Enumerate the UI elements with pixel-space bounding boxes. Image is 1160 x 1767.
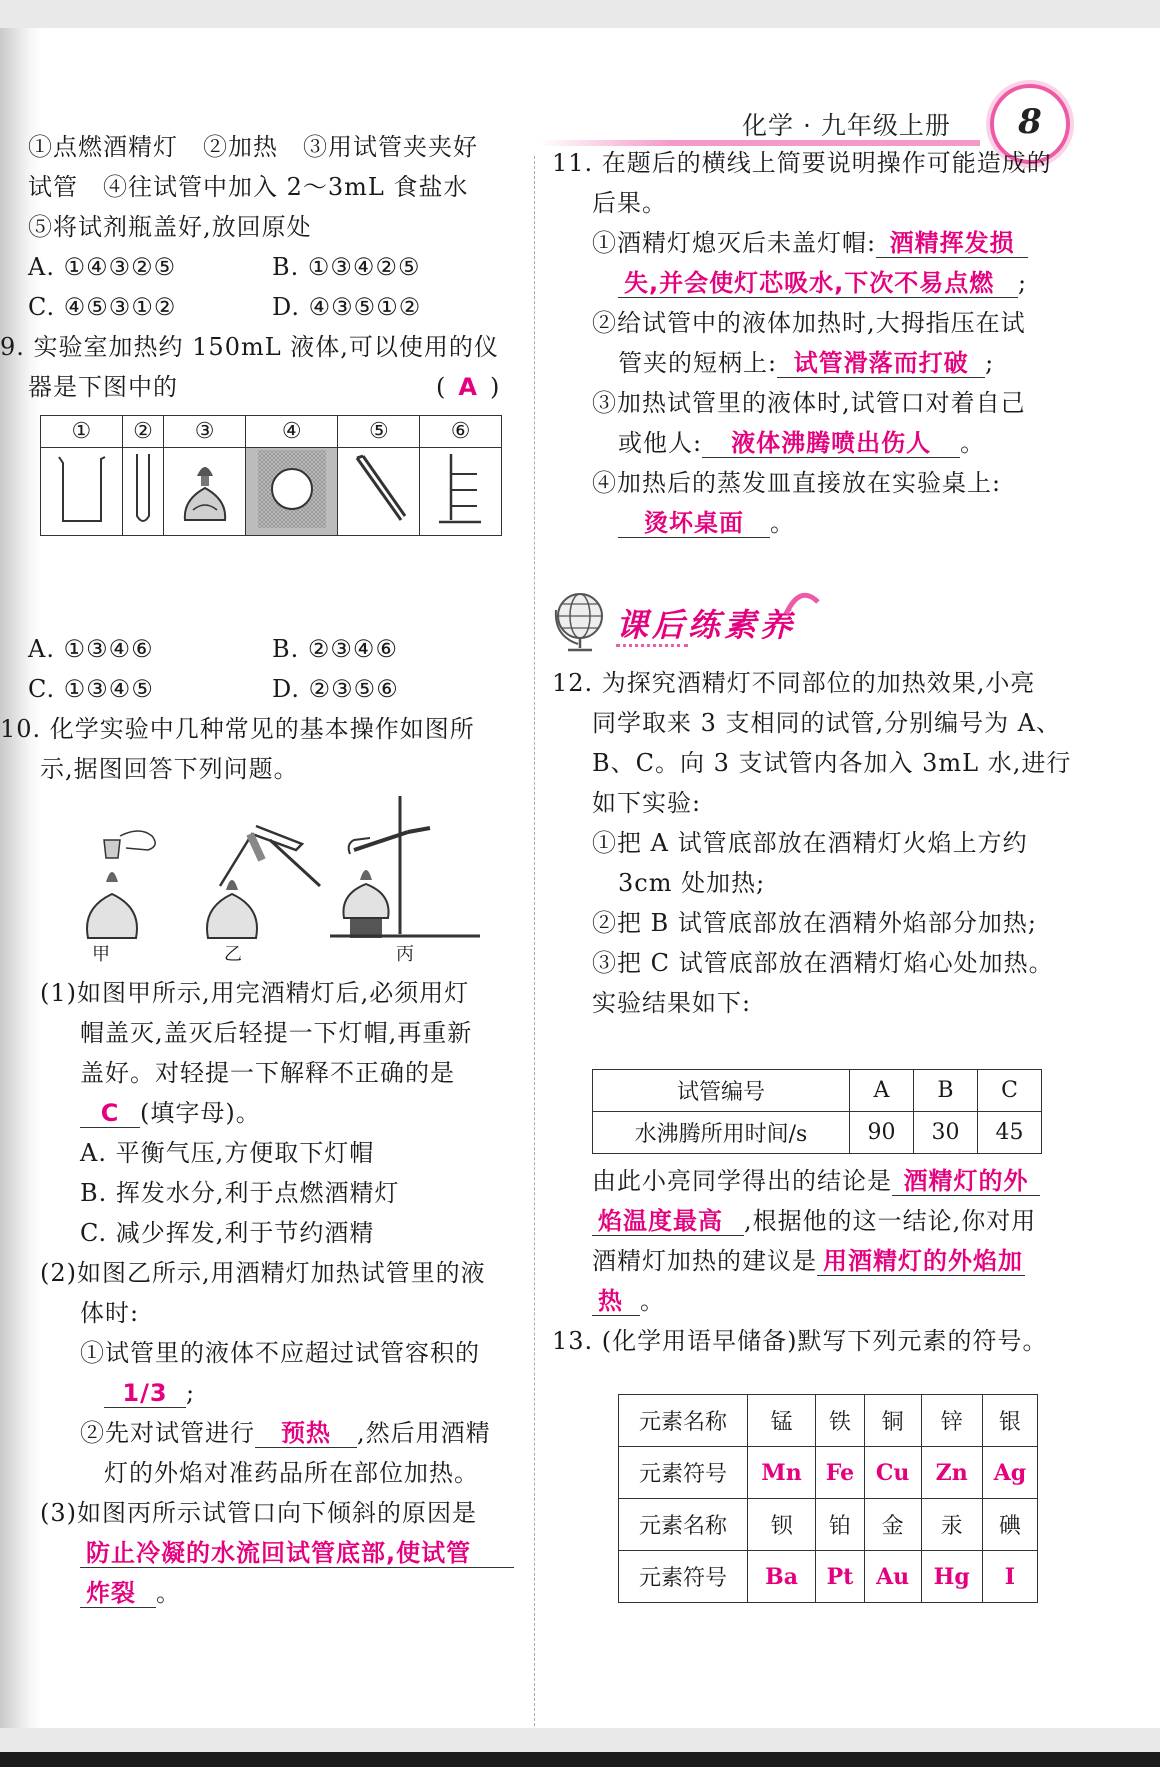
q8-steps-line1: ①点燃酒精灯 ②加热 ③用试管夹夹好 <box>28 133 478 161</box>
q10-part2-sub1-answer-line: 1/3 ; <box>104 1378 195 1408</box>
q9-col-5: ⑤ <box>338 416 420 448</box>
q12-result-label: 实验结果如下: <box>592 989 752 1017</box>
q11-stem-line2: 后果。 <box>592 189 667 217</box>
q12-stem-line4: 如下实验: <box>592 789 702 817</box>
q12-step1-line1: ①把 A 试管底部放在酒精灯火焰上方约 <box>592 829 1028 857</box>
q13-symbol-mn: Mn <box>748 1447 816 1499</box>
wire-gauze-icon <box>246 448 338 536</box>
q10-part1-line2: 帽盖灭,盖灭后轻提一下灯帽,再重新 <box>80 1019 473 1047</box>
q9-option-a: A. ①③④⑥ <box>28 635 154 663</box>
q10-part2-sub2-pre: ②先对试管进行 <box>80 1419 255 1447</box>
q12-cell-time-label: 水沸腾所用时间/s <box>593 1112 850 1154</box>
q11-item1-answer-a: 酒精挥发损 <box>876 229 1028 258</box>
q10-part2-sub1: ①试管里的液体不应超过试管容积的 <box>80 1339 480 1367</box>
q12-step1-line2: 3cm 处加热; <box>618 869 766 897</box>
q12-conclusion-answer-b: 焰温度最高 <box>592 1207 744 1236</box>
q9-instrument-table <box>40 415 502 536</box>
q13-name-i: 碘 <box>982 1499 1037 1551</box>
q11-item3-line2: 或他人: 液体沸腾喷出伤人 。 <box>618 429 986 457</box>
q11-item4-line2: 烫坏桌面 。 <box>618 508 795 538</box>
q12-suggestion-pre: 酒精灯加热的建议是 <box>592 1247 817 1275</box>
q9-answer: A <box>458 373 478 401</box>
q9-col-6: ⑥ <box>420 416 502 448</box>
q11-item1-line2: 失,并会使灯芯吸水,下次不易点燃 ; <box>618 268 1027 298</box>
q9-answer-bracket: ( A ) <box>436 373 501 401</box>
q13-element-table <box>618 1394 1038 1603</box>
q10-part1-suffix: (填字母)。 <box>140 1099 261 1127</box>
q12-cell-b: B <box>914 1070 978 1112</box>
q11-item3-answer: 液体沸腾喷出伤人 <box>702 429 960 458</box>
q10-part1-line1: (1)如图甲所示,用完酒精灯后,必须用灯 <box>40 979 470 1007</box>
q12-suggestion-line1 <box>592 1246 1025 1276</box>
page-number: 8 <box>1018 102 1042 142</box>
q9-stem-line1: 9. 实验室加热约 150mL 液体,可以使用的仪 <box>0 333 499 361</box>
q8-option-c: C. ④⑤③①② <box>28 293 177 321</box>
q11-item2-answer: 试管滑落而打破 <box>777 349 985 378</box>
q12-conclusion-line1 <box>592 1166 1040 1196</box>
bottom-bar <box>0 1752 1160 1767</box>
q10-stem-line2: 示,据图回答下列问题。 <box>40 755 299 783</box>
q12-conclusion-answer-a: 酒精灯的外 <box>892 1167 1040 1196</box>
q12-conclusion-line2 <box>592 1206 1036 1236</box>
q12-cell-time-a: 90 <box>850 1112 914 1154</box>
q13-symbols2-label: 元素符号 <box>619 1551 748 1603</box>
q11-stem-line1: 11. 在题后的横线上简要说明操作可能造成的 <box>552 149 1052 177</box>
q12-suggestion-answer-a: 用酒精灯的外焰加 <box>817 1247 1025 1276</box>
q9-col-1: ① <box>41 416 123 448</box>
q11-item2-line2: 管夹的短柄上: 试管滑落而打破 ; <box>618 349 995 377</box>
q10-part3-answer-line1 <box>80 1538 514 1568</box>
q8-option-a: A. ①④③②⑤ <box>28 253 177 281</box>
q9-col-3: ③ <box>164 416 246 448</box>
test-tube-icon <box>122 448 164 536</box>
q13-symbol-hg: Hg <box>921 1551 982 1603</box>
q8-steps-line3: ⑤将试剂瓶盖好,放回原处 <box>28 213 312 241</box>
column-divider <box>534 156 535 1728</box>
q12-result-table <box>592 1069 1042 1154</box>
section-header <box>552 588 832 658</box>
q13-symbol-i: I <box>982 1551 1037 1603</box>
q13-symbol-ba: Ba <box>748 1551 816 1603</box>
q13-name-mn: 锰 <box>748 1395 816 1447</box>
q11-item1-line1 <box>592 228 1028 258</box>
header-subject: 化学 · 九年级上册 <box>742 111 951 140</box>
q13-symbol-fe: Fe <box>816 1447 865 1499</box>
q13-name-hg: 汞 <box>921 1499 982 1551</box>
q13-name-zn: 锌 <box>921 1395 982 1447</box>
q10-part3-answer-line2: 炸裂 。 <box>80 1578 181 1608</box>
q13-name-ba: 钡 <box>748 1499 816 1551</box>
q10-part2-line1: (2)如图乙所示,用酒精灯加热试管里的液 <box>40 1259 486 1287</box>
q13-symbol-pt: Pt <box>816 1551 865 1603</box>
q10-part2-sub2-post: ,然后用酒精 <box>357 1419 491 1447</box>
q12-suggestion-answer-b: 热 <box>592 1287 640 1316</box>
tweezers-icon <box>338 448 420 536</box>
q12-step2: ②把 B 试管底部放在酒精外焰部分加热; <box>592 909 1037 937</box>
lab-operations-illustration <box>80 790 480 940</box>
q10-part3-answer-a: 防止冷凝的水流回试管底部,使试管 <box>80 1539 514 1568</box>
iron-stand-icon <box>420 448 502 536</box>
q8-option-d: D. ④③⑤①② <box>272 293 422 321</box>
q11-item3-pre: 或他人: <box>618 429 703 457</box>
q11-item4-line1: ④加热后的蒸发皿直接放在实验桌上: <box>592 469 1002 497</box>
q10-part3-line1: (3)如图丙所示试管口向下倾斜的原因是 <box>40 1499 477 1527</box>
q11-item1-pre: ①酒精灯熄灭后未盖灯帽: <box>592 229 877 257</box>
q8-steps-line2: 试管 ④往试管中加入 2～3mL 食盐水 <box>28 173 469 201</box>
q12-suggestion-line2: 热 。 <box>592 1286 665 1316</box>
q11-item2-line1: ②给试管中的液体加热时,大拇指压在试 <box>592 309 1026 337</box>
section-title-underline <box>616 644 688 647</box>
figure-label-yi: 乙 <box>224 944 243 965</box>
q9-option-d: D. ②③⑤⑥ <box>272 675 399 703</box>
q13-symbol-ag: Ag <box>982 1447 1037 1499</box>
q9-option-b: B. ②③④⑥ <box>272 635 398 663</box>
q10-part1-answer-line <box>80 1098 261 1128</box>
q12-cell-time-c: 45 <box>978 1112 1042 1154</box>
q11-item1-answer-b: 失,并会使灯芯吸水,下次不易点燃 <box>618 269 1018 298</box>
figure-label-jia: 甲 <box>92 944 111 965</box>
q9-stem-line2: 器是下图中的 <box>28 373 178 401</box>
q10-stem-line1: 10. 化学实验中几种常见的基本操作如图所 <box>0 715 475 743</box>
q8-option-b: B. ①③④②⑤ <box>272 253 421 281</box>
q10-part3-answer-b: 炸裂 <box>80 1579 156 1608</box>
q10-figure <box>80 790 480 970</box>
q12-conclusion-mid: ,根据他的这一结论,你对用 <box>744 1207 1037 1235</box>
q12-conclusion-pre: 由此小亮同学得出的结论是 <box>592 1167 892 1195</box>
q10-part2-sub2-line2: 灯的外焰对准药品所在部位加热。 <box>104 1459 479 1487</box>
q13-name-au: 金 <box>864 1499 921 1551</box>
q13-names2-label: 元素名称 <box>619 1499 748 1551</box>
q13-stem: 13. (化学用语早储备)默写下列元素的符号。 <box>552 1327 1048 1355</box>
q10-part1-option-a: A. 平衡气压,方便取下灯帽 <box>80 1139 375 1167</box>
q12-step3: ③把 C 试管底部放在酒精灯焰心处加热。 <box>592 949 1054 977</box>
q12-cell-header: 试管编号 <box>593 1070 850 1112</box>
section-title: 课后练素养 <box>616 606 797 644</box>
q12-cell-time-b: 30 <box>914 1112 978 1154</box>
q11-item4-answer: 烫坏桌面 <box>618 509 770 538</box>
q9-col-2: ② <box>122 416 164 448</box>
figure-label-bing: 丙 <box>396 944 415 965</box>
q10-part1-line3: 盖好。对轻提一下解释不正确的是 <box>80 1059 455 1087</box>
q10-part2-line2: 体时: <box>80 1299 140 1327</box>
alcohol-lamp-icon <box>164 448 246 536</box>
q12-cell-c: C <box>978 1070 1042 1112</box>
q13-name-pt: 铂 <box>816 1499 865 1551</box>
section-swoosh-icon <box>782 588 822 618</box>
q13-symbol-zn: Zn <box>921 1447 982 1499</box>
q11-item3-line1: ③加热试管里的液体时,试管口对着自己 <box>592 389 1026 417</box>
q13-symbol-au: Au <box>864 1551 921 1603</box>
globe-icon <box>552 588 612 656</box>
q10-part1-answer: C <box>80 1099 140 1128</box>
page-shadow <box>0 28 42 1728</box>
q10-part2-answer2: 预热 <box>255 1419 357 1448</box>
beaker-icon <box>41 448 123 536</box>
q10-part2-sub2 <box>80 1418 491 1448</box>
worksheet-page <box>0 28 1160 1728</box>
q12-stem-line2: 同学取来 3 支相同的试管,分别编号为 A、 <box>592 709 1062 737</box>
q10-part1-option-b: B. 挥发水分,利于点燃酒精灯 <box>80 1179 400 1207</box>
q12-stem-line3: B、C。向 3 支试管内各加入 3mL 水,进行 <box>592 749 1072 777</box>
q12-stem-line1: 12. 为探究酒精灯不同部位的加热效果,小亮 <box>552 669 1036 697</box>
q13-name-cu: 铜 <box>864 1395 921 1447</box>
q13-name-fe: 铁 <box>816 1395 865 1447</box>
q11-item2-pre: 管夹的短柄上: <box>618 349 778 377</box>
q9-option-c: C. ①③④⑤ <box>28 675 154 703</box>
q13-symbols1-label: 元素符号 <box>619 1447 748 1499</box>
q10-part1-option-c: C. 减少挥发,利于节约酒精 <box>80 1219 375 1247</box>
q9-col-4: ④ <box>246 416 338 448</box>
q12-cell-a: A <box>850 1070 914 1112</box>
q10-part2-answer1: 1/3 <box>104 1379 186 1408</box>
q13-symbol-cu: Cu <box>864 1447 921 1499</box>
q13-names1-label: 元素名称 <box>619 1395 748 1447</box>
q13-name-ag: 银 <box>982 1395 1037 1447</box>
